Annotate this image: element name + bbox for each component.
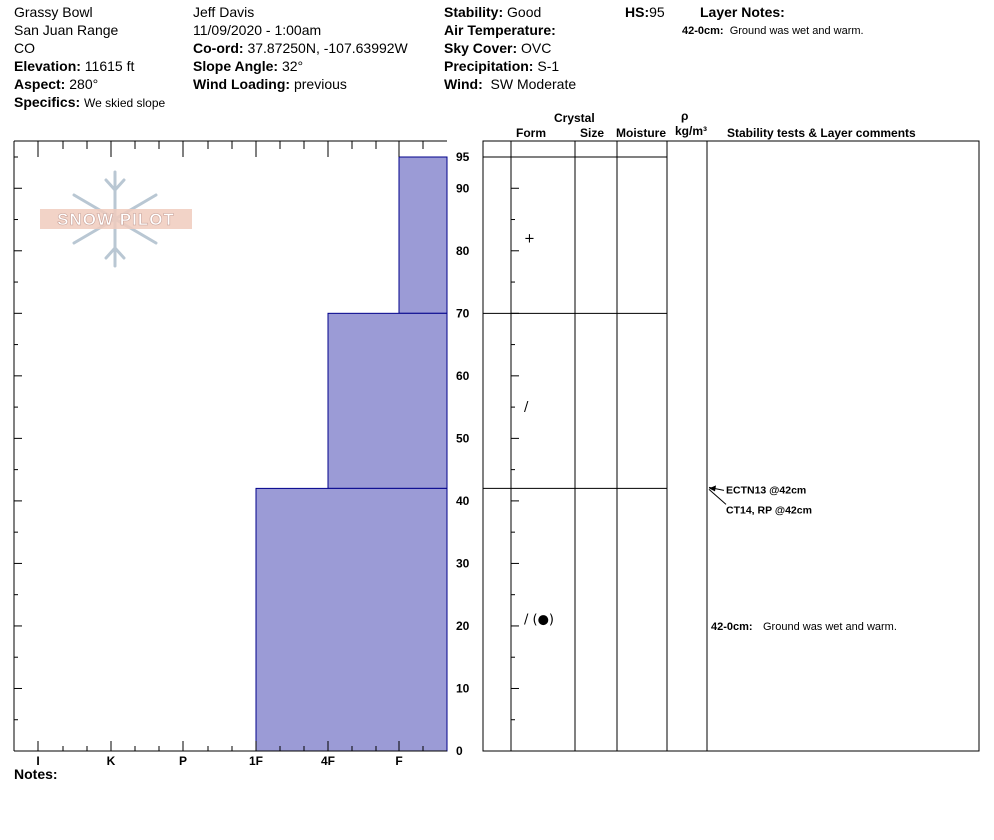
coord-label: Co-ord: [193,40,244,56]
depth-tick-label: 20 [456,618,470,633]
slope-label: Slope Angle: [193,58,279,74]
location-name: Grassy Bowl [14,4,93,20]
depth-tick-label: 90 [456,181,470,196]
stability-comments-header: Stability tests & Layer comments [727,126,916,140]
hardness-bar-1 [399,157,447,313]
density-unit: kg/m³ [675,124,708,138]
hardness-label-i: I [36,754,40,768]
hs-label: HS: [625,4,650,20]
coord-value: 37.87250N, -107.63992W [247,40,408,56]
hardness-label-f: F [395,754,403,768]
precip-label: Precipitation: [444,58,534,74]
layer-notes-label: Layer Notes: [700,4,785,20]
wind-loading-label: Wind Loading: [193,76,291,92]
depth-tick-label: 40 [456,493,470,508]
observation-datetime: 11/09/2020 - 1:00am [193,22,322,38]
density-symbol: ρ [681,109,689,123]
layer-notes-depth: 42-0cm: [682,25,724,37]
depth-tick-label: 60 [456,368,470,383]
specifics-value: We skied slope [84,96,166,110]
hardness-label-4f: 4F [320,754,336,768]
air-temp-label: Air Temperature: [444,22,556,38]
layer-comment-text: Ground was wet and warm. [763,620,897,633]
grain-form-symbol: / (●) [524,612,554,628]
depth-tick-label: 95 [456,150,470,164]
stability-test-label: CT14, RP @42cm [726,504,812,517]
wind-label: Wind: [444,76,483,92]
grain-form-symbol: / [524,400,529,416]
aspect-value: 280° [69,76,99,92]
depth-tick-label: 80 [456,243,470,258]
hs-value: 95 [649,4,665,20]
crystal-header: Crystal [554,111,595,125]
layer-comment-depth: 42-0cm: [711,620,753,633]
snowpilot-logo [40,172,192,266]
logo-text: SNOW PILOT [57,210,175,229]
stability-value: Good [507,4,542,20]
depth-tick-label: 50 [456,431,470,446]
depth-tick-label: 70 [456,306,470,321]
specifics-label: Specifics: [14,94,81,110]
sky-value: OVC [521,40,552,56]
mountain-range: San Juan Range [14,22,119,38]
depth-tick-label: 10 [456,681,470,696]
precip-value: S-1 [537,58,560,74]
hardness-label-1f: 1F [248,754,264,768]
test-pointer [709,489,726,504]
grain-table-frame [483,141,979,751]
notes-label: Notes: [14,766,58,782]
hardness-label-p: P [178,754,188,768]
sky-label: Sky Cover: [444,40,518,56]
grain-form-symbol: + [524,231,535,247]
size-header: Size [580,126,605,140]
form-header: Form [516,126,546,140]
hardness-bar-3 [256,488,447,751]
depth-tick-label: 0 [456,744,463,758]
hardness-label-k: K [106,754,116,768]
layer-notes-text: Ground was wet and warm. [729,25,864,37]
hardness-bar-2 [328,313,447,488]
moisture-header: Moisture [616,126,667,140]
depth-tick-label: 30 [456,556,470,571]
aspect-label: Aspect: [14,76,66,92]
wind-loading-value: previous [293,76,347,92]
observer: Jeff Davis [193,4,255,20]
elevation-label: Elevation: [14,58,81,74]
elevation-value: 11615 ft [84,58,135,74]
stability-label: Stability: [444,4,504,20]
wind-value: SW Moderate [490,76,577,92]
state: CO [14,40,35,56]
stability-test-label: ECTN13 @42cm [726,484,807,497]
slope-value: 32° [281,58,304,74]
